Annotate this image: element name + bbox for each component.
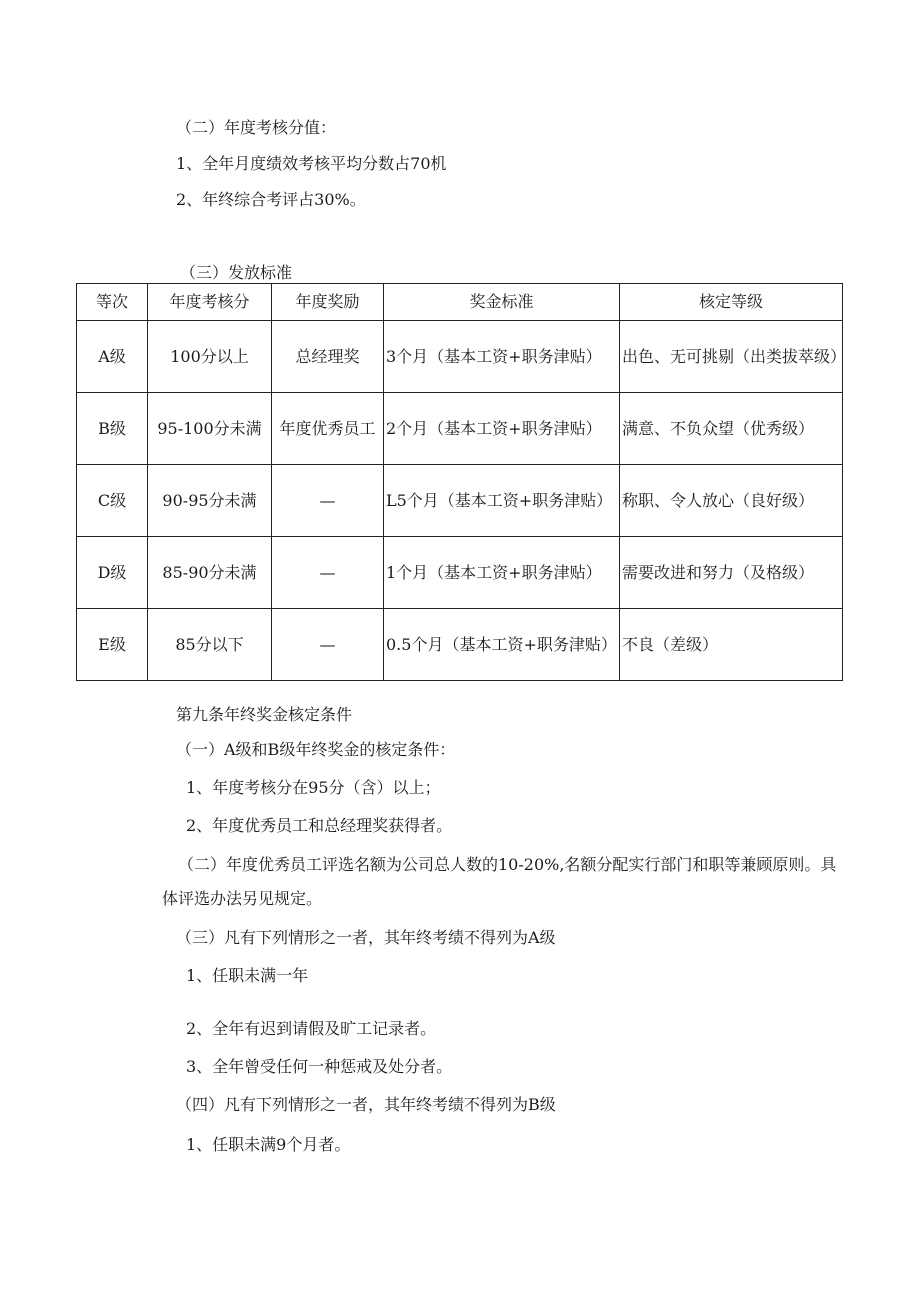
- rating-cell: 称职、令人放心（良好级）: [620, 465, 843, 537]
- section3-heading: （三）发放标准: [180, 263, 293, 282]
- article9-sub4: （四）凡有下列情形之一者，其年终考绩不得列为B级: [176, 1095, 556, 1114]
- table-header: 等次: [77, 284, 148, 321]
- bonus-cell: 3个月（基本工资+职务津贴）: [384, 321, 620, 393]
- grade-cell: C级: [77, 465, 148, 537]
- table-row: [77, 609, 843, 681]
- rating-cell: 不良（差级）: [620, 609, 843, 681]
- award-cell: —: [272, 465, 384, 537]
- grade-cell: B级: [77, 393, 148, 465]
- table-header-row: [77, 284, 843, 321]
- article9-sub3: （三）凡有下列情形之一者，其年终考绩不得列为A级: [176, 928, 556, 947]
- article9-sub2: （二）年度优秀员工评选名额为公司总人数的10-20%,名额分配实行部门和职等兼顾原则。具体评选办法另见规定。: [162, 855, 837, 908]
- table-row: [77, 321, 843, 393]
- rating-cell: 满意、不负众望（优秀级）: [620, 393, 843, 465]
- article9-sub4-item-1: 1、任职未满9个月者。: [186, 1135, 351, 1154]
- article9-sub3-item-2: 2、全年有迟到请假及旷工记录者。: [186, 1019, 437, 1038]
- score-cell: 85分以下: [148, 609, 272, 681]
- score-cell: 85-90分未满: [148, 537, 272, 609]
- table-row: [77, 393, 843, 465]
- award-cell: 年度优秀员工: [272, 393, 384, 465]
- award-cell: 总经理奖: [272, 321, 384, 393]
- section2-item-1: 1、全年月度绩效考核平均分数占70机: [176, 154, 447, 173]
- rating-cell: 需要改进和努力（及格级）: [620, 537, 843, 609]
- table-header: 核定等级: [620, 284, 843, 321]
- grade-cell: E级: [77, 609, 148, 681]
- table-row: [77, 537, 843, 609]
- award-cell: —: [272, 537, 384, 609]
- article9-sub1-item-2: 2、年度优秀员工和总经理奖获得者。: [186, 816, 453, 835]
- score-cell: 95-100分未满: [148, 393, 272, 465]
- table-header: 奖金标准: [384, 284, 620, 321]
- rating-cell: 出色、无可挑剔（出类拔萃级）: [620, 321, 843, 393]
- bonus-cell: L5个月（基本工资+职务津贴）: [384, 465, 620, 537]
- article9-title: 第九条年终奖金核定条件: [176, 705, 353, 724]
- score-cell: 100分以上: [148, 321, 272, 393]
- award-cell: —: [272, 609, 384, 681]
- bonus-cell: 0.5个月（基本工资+职务津贴）: [384, 609, 620, 681]
- table-header: 年度考核分: [148, 284, 272, 321]
- section2-heading: （二）年度考核分值：: [176, 118, 337, 137]
- article9-sub1-item-1: 1、年度考核分在95分（含）以上；: [186, 778, 441, 797]
- grade-cell: A级: [77, 321, 148, 393]
- table-row: [77, 465, 843, 537]
- article9-sub1: （一）A级和B级年终奖金的核定条件：: [176, 740, 456, 759]
- article9-sub3-item-3: 3、全年曾受任何一种惩戒及处分者。: [186, 1057, 453, 1076]
- article9-sub3-item-1: 1、任职未满一年: [186, 966, 309, 985]
- bonus-standard-table: [76, 283, 847, 681]
- score-cell: 90-95分未满: [148, 465, 272, 537]
- section2-item-2: 2、年终综合考评占30%。: [176, 190, 366, 209]
- table-header: 年度奖励: [272, 284, 384, 321]
- grade-cell: D级: [77, 537, 148, 609]
- bonus-cell: 1个月（基本工资+职务津贴）: [384, 537, 620, 609]
- bonus-cell: 2个月（基本工资+职务津贴）: [384, 393, 620, 465]
